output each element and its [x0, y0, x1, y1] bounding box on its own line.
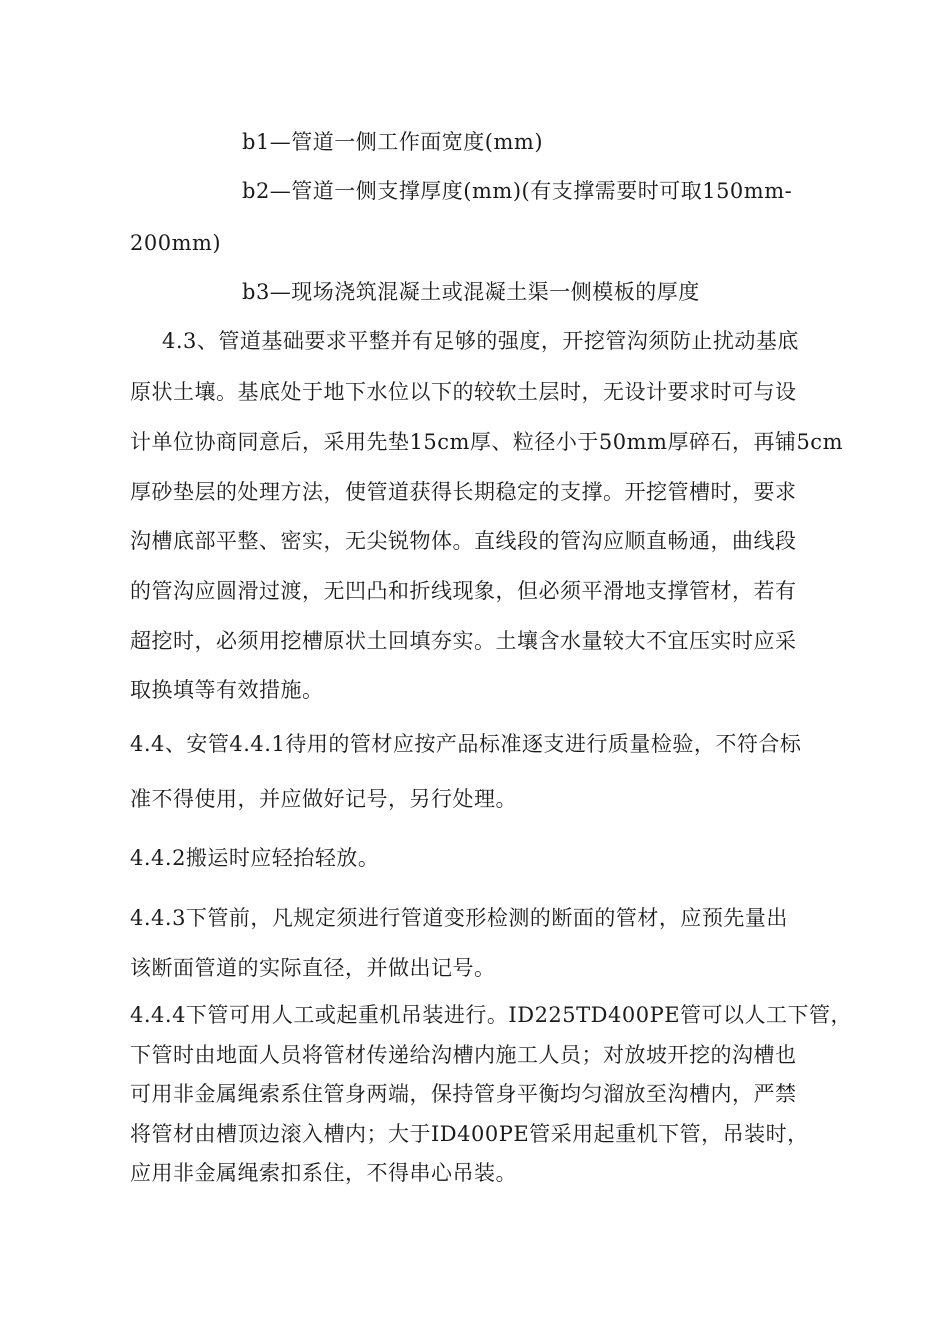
paragraph-4-3-line: 的管沟应圆滑过渡，无凹凸和折线现象，但必须平滑地支撑管材，若有 [130, 579, 797, 603]
paragraph-4-3-line: 取换填等有效措施。 [130, 678, 324, 702]
paragraph-4-4-4-line: 应用非金属绳索扣系住，不得串心吊装。 [130, 1161, 517, 1185]
definition-b1: b1—管道一侧工作面宽度(mm) [242, 130, 544, 154]
paragraph-4-3-line: 原状土壤。基底处于地下水位以下的较软土层时，无设计要求时可与设 [130, 380, 797, 404]
definition-b2: b2—管道一侧支撑厚度(mm)(有支撑需要时可取150mm- [242, 179, 793, 203]
paragraph-4-3-line: 计单位协商同意后，采用先垫15cm厚、粒径小于50mm厚碎石，再铺5cm [130, 430, 843, 454]
paragraph-4-3-line: 厚砂垫层的处理方法，使管道获得长期稳定的支撑。开挖管槽时，要求 [130, 480, 797, 504]
paragraph-4-4-3-line: 4.4.3下管前，凡规定须进行管道变形检测的断面的管材，应预先量出 [130, 906, 788, 930]
paragraph-4-4-4-line: 4.4.4下管可用人工或起重机吊装进行。ID225TD400PE管可以人工下管， [130, 1003, 853, 1027]
paragraph-4-4-2: 4.4.2搬运时应轻抬轻放。 [130, 846, 380, 870]
paragraph-4-4-4-line: 下管时由地面人员将管材传递给沟槽内施工人员；对放坡开挖的沟槽也 [130, 1043, 797, 1067]
paragraph-4-4-line: 4.4、安管4.4.1待用的管材应按产品标准逐支进行质量检验，不符合标 [130, 732, 802, 756]
paragraph-4-3-line: 沟槽底部平整、密实，无尖锐物体。直线段的管沟应顺直畅通，曲线段 [130, 529, 797, 553]
definition-b3: b3—现场浇筑混凝土或混凝土渠一侧模板的厚度 [242, 280, 700, 304]
definition-b2-continued: 200mm) [130, 231, 222, 255]
paragraph-4-4-4-line: 可用非金属绳索系住管身两端，保持管身平衡均匀溜放至沟槽内，严禁 [130, 1082, 797, 1106]
paragraph-4-3-line: 4.3、管道基础要求平整并有足够的强度，开挖管沟须防止扰动基底 [162, 329, 799, 353]
paragraph-4-4-line: 准不得使用，并应做好记号，另行处理。 [130, 787, 517, 811]
paragraph-4-4-4-line: 将管材由槽顶边滚入槽内；大于ID400PE管采用起重机下管，吊装时， [130, 1122, 809, 1146]
paragraph-4-3-line: 超挖时，必须用挖槽原状土回填夯实。土壤含水量较大不宜压实时应采 [130, 629, 797, 653]
paragraph-4-4-3-line: 该断面管道的实际直径，并做出记号。 [130, 956, 496, 980]
